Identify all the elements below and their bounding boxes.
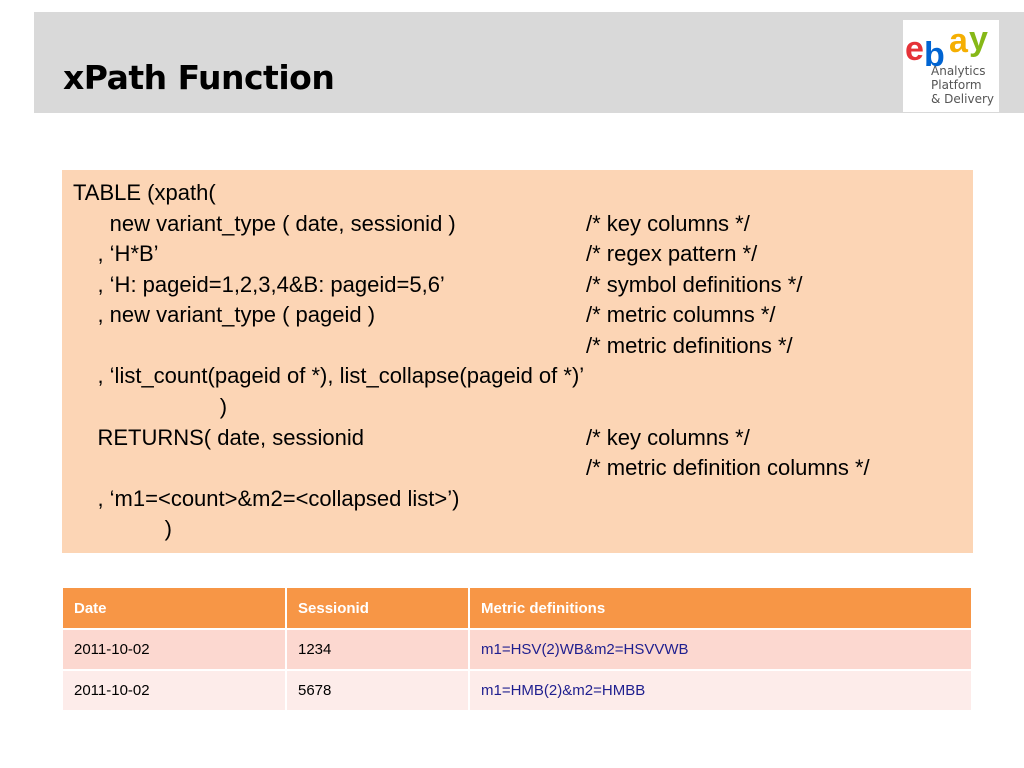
code-comment: /* metric columns */ — [586, 302, 776, 327]
table-row — [63, 629, 972, 670]
cell-date: 2011-10-02 — [63, 670, 286, 710]
code-line: , ‘H*B’ — [73, 241, 159, 266]
ebay-logo — [903, 20, 999, 112]
code-line: new variant_type ( date, sessionid ) — [73, 211, 456, 236]
logo-letter-b: b — [924, 36, 945, 74]
logo-subtitle — [931, 64, 994, 106]
logo-letter-e: e — [905, 30, 924, 68]
code-line: ) — [73, 516, 173, 541]
results-table — [63, 588, 973, 710]
code-comment: /* key columns */ — [586, 211, 750, 236]
logo-letter-y: y — [969, 20, 988, 58]
column-header-sessionid: Sessionid — [286, 588, 469, 629]
code-comment: /* key columns */ — [586, 425, 750, 450]
column-header-metric-definitions: Metric definitions — [469, 588, 972, 629]
logo-subtitle-line: Platform — [931, 78, 982, 92]
code-comment: /* regex pattern */ — [586, 241, 758, 266]
slide-title: xPath Function — [63, 58, 335, 97]
code-line: , ‘H: pageid=1,2,3,4&B: pageid=5,6’ — [73, 272, 445, 297]
code-line: , ‘list_count(pageid of *), list_collapse(pageid of *)’ — [73, 363, 585, 388]
code-line: , ‘m1=<count>&m2=<collapsed list>’) — [73, 486, 460, 511]
logo-subtitle-line: & Delivery — [931, 92, 994, 106]
logo-letter-a: a — [949, 22, 968, 60]
code-comment: /* symbol definitions */ — [586, 272, 803, 297]
code-line: RETURNS( date, sessionid — [73, 425, 364, 450]
cell-metric-definitions: m1=HMB(2)&m2=HMBB — [469, 670, 972, 710]
code-box — [62, 170, 973, 553]
code-line: ) — [73, 394, 228, 419]
cell-date: 2011-10-02 — [63, 629, 286, 670]
column-header-date: Date — [63, 588, 286, 629]
table-row — [63, 670, 972, 710]
code-line: TABLE (xpath( — [73, 180, 216, 205]
code-comment: /* metric definitions */ — [586, 333, 793, 358]
cell-sessionid: 1234 — [286, 629, 469, 670]
cell-metric-definitions: m1=HSV(2)WB&m2=HSVVWB — [469, 629, 972, 670]
table-header-row — [63, 588, 972, 629]
code-comment: /* metric definition columns */ — [586, 455, 870, 480]
code-line: , new variant_type ( pageid ) — [73, 302, 376, 327]
logo-subtitle-line: Analytics — [931, 64, 986, 78]
cell-sessionid: 5678 — [286, 670, 469, 710]
